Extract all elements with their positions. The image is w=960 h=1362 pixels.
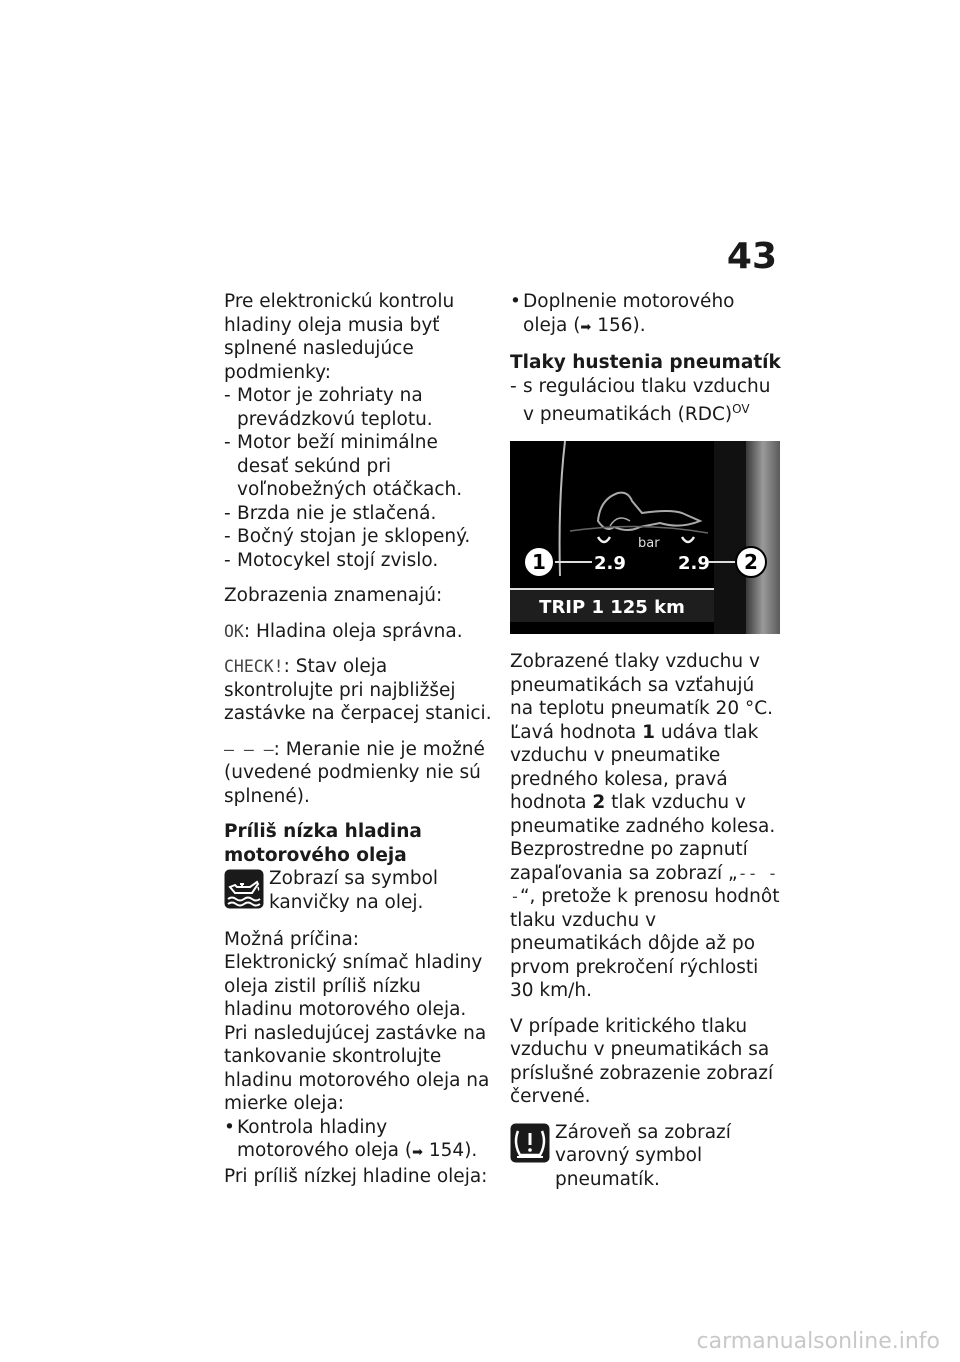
dash-meaning: – – –: Meranie nie je možné (uvedené podmienky nie sú splnené). <box>224 738 485 807</box>
condition-item: - Brzda nie je stlačená. <box>224 502 492 526</box>
arrow-right-icon: ➡ <box>412 1145 424 1160</box>
meanings-intro: Zobrazenia znamenajú: <box>224 585 443 606</box>
cause-text: Elektronický snímač hladiny oleja zistil príliš nízku hladinu motorového oleja. Pri nasledujúcej zastávke na tankovanie skontrolujte hladinu motorového oleja na mierke oleja: <box>224 952 490 1114</box>
oil-symbol-text: Zobrazí sa symbol kanvičky na olej. <box>269 868 439 913</box>
condition-item: - Motor je zohriaty na prevádzkovú teplotu. <box>224 384 492 431</box>
condition-item: - Bočný stojan je sklopený. <box>224 525 492 549</box>
tyre-warning-icon <box>510 1123 550 1170</box>
tyre-warning-row <box>510 1121 782 1192</box>
low-oil-line: Pri príliš nízkej hladine oleja: <box>224 1165 488 1187</box>
front-pressure-value: 2.9 <box>594 552 626 574</box>
condition-item: - Motocykel stojí zvislo. <box>224 549 492 573</box>
check-code: CHECK! <box>224 657 284 676</box>
rear-pressure-value: 2.9 <box>678 552 710 574</box>
rdc-note: - s reguláciou tlaku vzduchu v pneumatikách (RDC)$^{OV}$ <box>510 375 782 427</box>
arrow-right-icon: ➡ <box>580 319 592 335</box>
watermark: carmanualsonline.info <box>696 1329 940 1354</box>
trip-readout: TRIP 1 125 km <box>539 596 685 618</box>
tyre-warning-text: Zároveň sa zobrazí varovný symbol pneumatík. <box>555 1121 731 1190</box>
callout-1: 1 <box>532 549 546 574</box>
cause-label: Možná príčina: <box>224 928 360 950</box>
critical-pressure-text: V prípade kritického tlaku vzduchu v pneumatikách sa príslušné zobrazenie zobrazí červené. <box>510 1015 774 1108</box>
oil-can-icon <box>224 869 264 916</box>
tyre-pressure-display-figure <box>510 441 780 634</box>
ok-meaning: OK: Hladina oleja správna. <box>224 620 463 642</box>
oil-symbol-row <box>224 867 492 916</box>
right-column <box>510 290 782 1191</box>
ok-code: OK <box>224 621 244 641</box>
dash-code: – – – <box>224 739 274 759</box>
intro-text: Pre elektronickú kontrolu hladiny oleja musia byť splnené nasledujúce podmienky: <box>224 291 455 383</box>
condition-item: - Motor beží minimálne desať sekúnd pri voľnobežných otáčkach. <box>224 431 492 502</box>
unit-label: bar <box>638 535 660 551</box>
check-meaning: CHECK!: Stav oleja skontrolujte pri najbližšej zastávke na čerpacej stanici. <box>224 656 492 724</box>
left-column <box>224 290 492 1188</box>
callout-2: 2 <box>744 549 758 574</box>
oil-refill-bullet: • Doplnenie motorového oleja (➡ 156). <box>510 290 782 339</box>
page-number: 43 <box>726 236 777 277</box>
tyre-pressure-explanation: Zobrazené tlaky vzduchu v pneumatikách sa vzťahujú na teplotu pneumatík 20 °C. Ľavá hodnota 1 udáva tlak vzduchu v pneumatike predného kolesa, pravá hodnota 2 tlak vzduchu v pneumatike zadného kolesa. Bezprostredne po zapnutí zapaľovania sa zobrazí „-- --“, pretože k prenosu hodnôt tlaku vzduchu v pneumatikách dôjde až po prvom prekročení rýchlosti 30 km/h. <box>510 651 780 1002</box>
section-heading-tyres: Tlaky hustenia pneumatík <box>510 352 781 373</box>
section-heading-oil: Príliš nízka hladina motorového oleja <box>224 821 422 866</box>
oil-check-bullet: • Kontrola hladiny motorového oleja (➡ 154). <box>224 1116 492 1165</box>
